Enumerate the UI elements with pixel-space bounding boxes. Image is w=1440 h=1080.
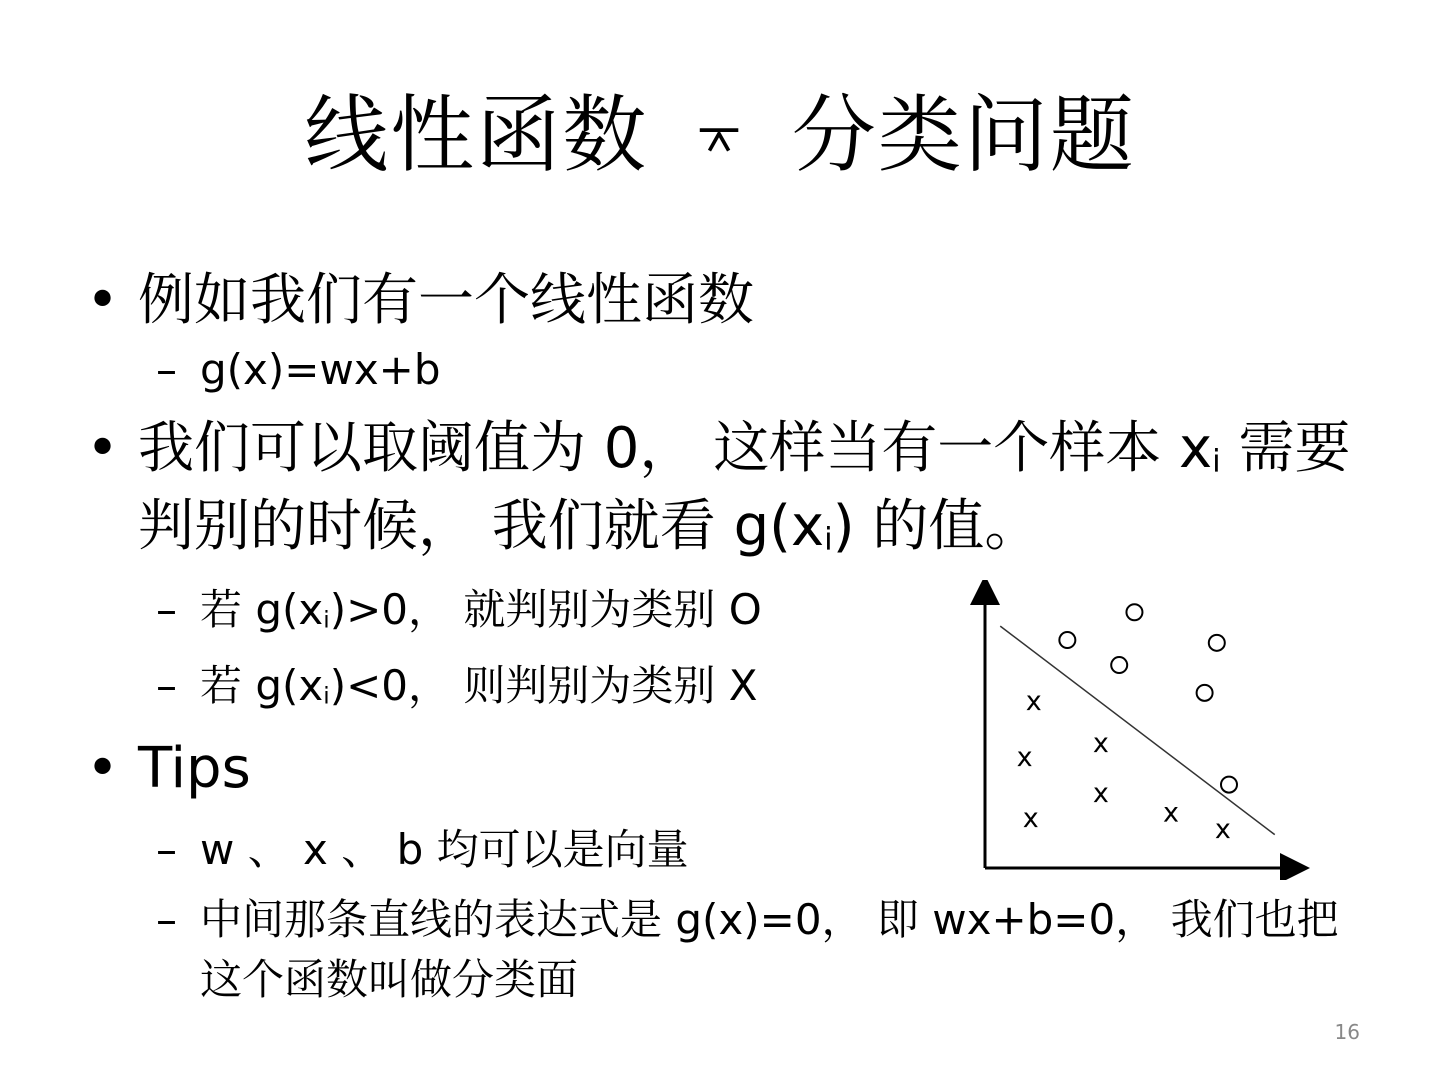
sub-bullet-item (80, 890, 1370, 1010)
circle-point (1221, 777, 1237, 793)
dash-icon: – (156, 661, 177, 710)
bullet-text: Tips (138, 736, 251, 801)
bullet-item (80, 262, 1370, 340)
sub-bullet-item (80, 340, 1370, 400)
subscript: i (1212, 443, 1221, 480)
sub-bullet-pre: 若 g(x (200, 661, 324, 710)
sub-bullet-pre: 若 g(x (200, 585, 324, 634)
bullet-icon: • (86, 416, 120, 481)
circle-point (1197, 685, 1213, 701)
subscript: i (824, 521, 833, 558)
dash-icon: – (156, 895, 177, 944)
diagram-marks (1017, 604, 1237, 845)
circle-point (1111, 657, 1127, 673)
sub-bullet-item (80, 580, 1060, 640)
x-point: x (1022, 802, 1039, 834)
sub-bullet-post: )<0， 则判别为类别 X (329, 661, 758, 710)
decision-boundary-line (1000, 626, 1275, 835)
circle-point (1209, 635, 1225, 651)
sub-bullet-text: g(x)=wx+b (200, 345, 441, 394)
dash-icon: – (156, 825, 177, 874)
sub-bullet-item (80, 820, 1060, 880)
bullet-text-c: ) 的值。 (832, 494, 1041, 559)
subscript: i (323, 683, 330, 710)
x-point: x (1214, 814, 1231, 846)
subscript: i (323, 607, 330, 634)
bullet-icon: • (86, 736, 120, 801)
x-point: x (1163, 797, 1180, 829)
sub-bullet-text: 中间那条直线的表达式是 g(x)=0， 即 wx+b=0， 我们也把这个函数叫做分类面 (200, 895, 1339, 1004)
circle-point (1126, 604, 1142, 620)
sub-bullet-post: )>0， 就判别为类别 O (329, 585, 762, 634)
dash-icon: – (156, 345, 177, 394)
circle-point (1059, 632, 1075, 648)
classification-diagram (960, 580, 1310, 880)
bullet-text-b: 需要判别的时候， 我们就看 g(x (138, 416, 1351, 559)
page-number: 16 (1334, 1020, 1360, 1044)
dash-icon: – (156, 585, 177, 634)
x-point: x (1092, 777, 1109, 809)
bullet-item (80, 410, 1370, 566)
x-point: x (1025, 686, 1042, 718)
x-point: x (1016, 741, 1033, 773)
bullet-text-a: 我们可以取阈值为 0， 这样当有一个样本 x (138, 416, 1213, 481)
bullet-icon: • (86, 268, 120, 333)
sub-bullet-text: w 、 x 、 b 均可以是向量 (200, 825, 689, 874)
sub-bullet-item (80, 656, 1060, 716)
x-point: x (1092, 727, 1109, 759)
bullet-text: 例如我们有一个线性函数 (138, 268, 754, 333)
slide-title: 线性函数 ⌅ 分类问题 (304, 86, 1136, 184)
